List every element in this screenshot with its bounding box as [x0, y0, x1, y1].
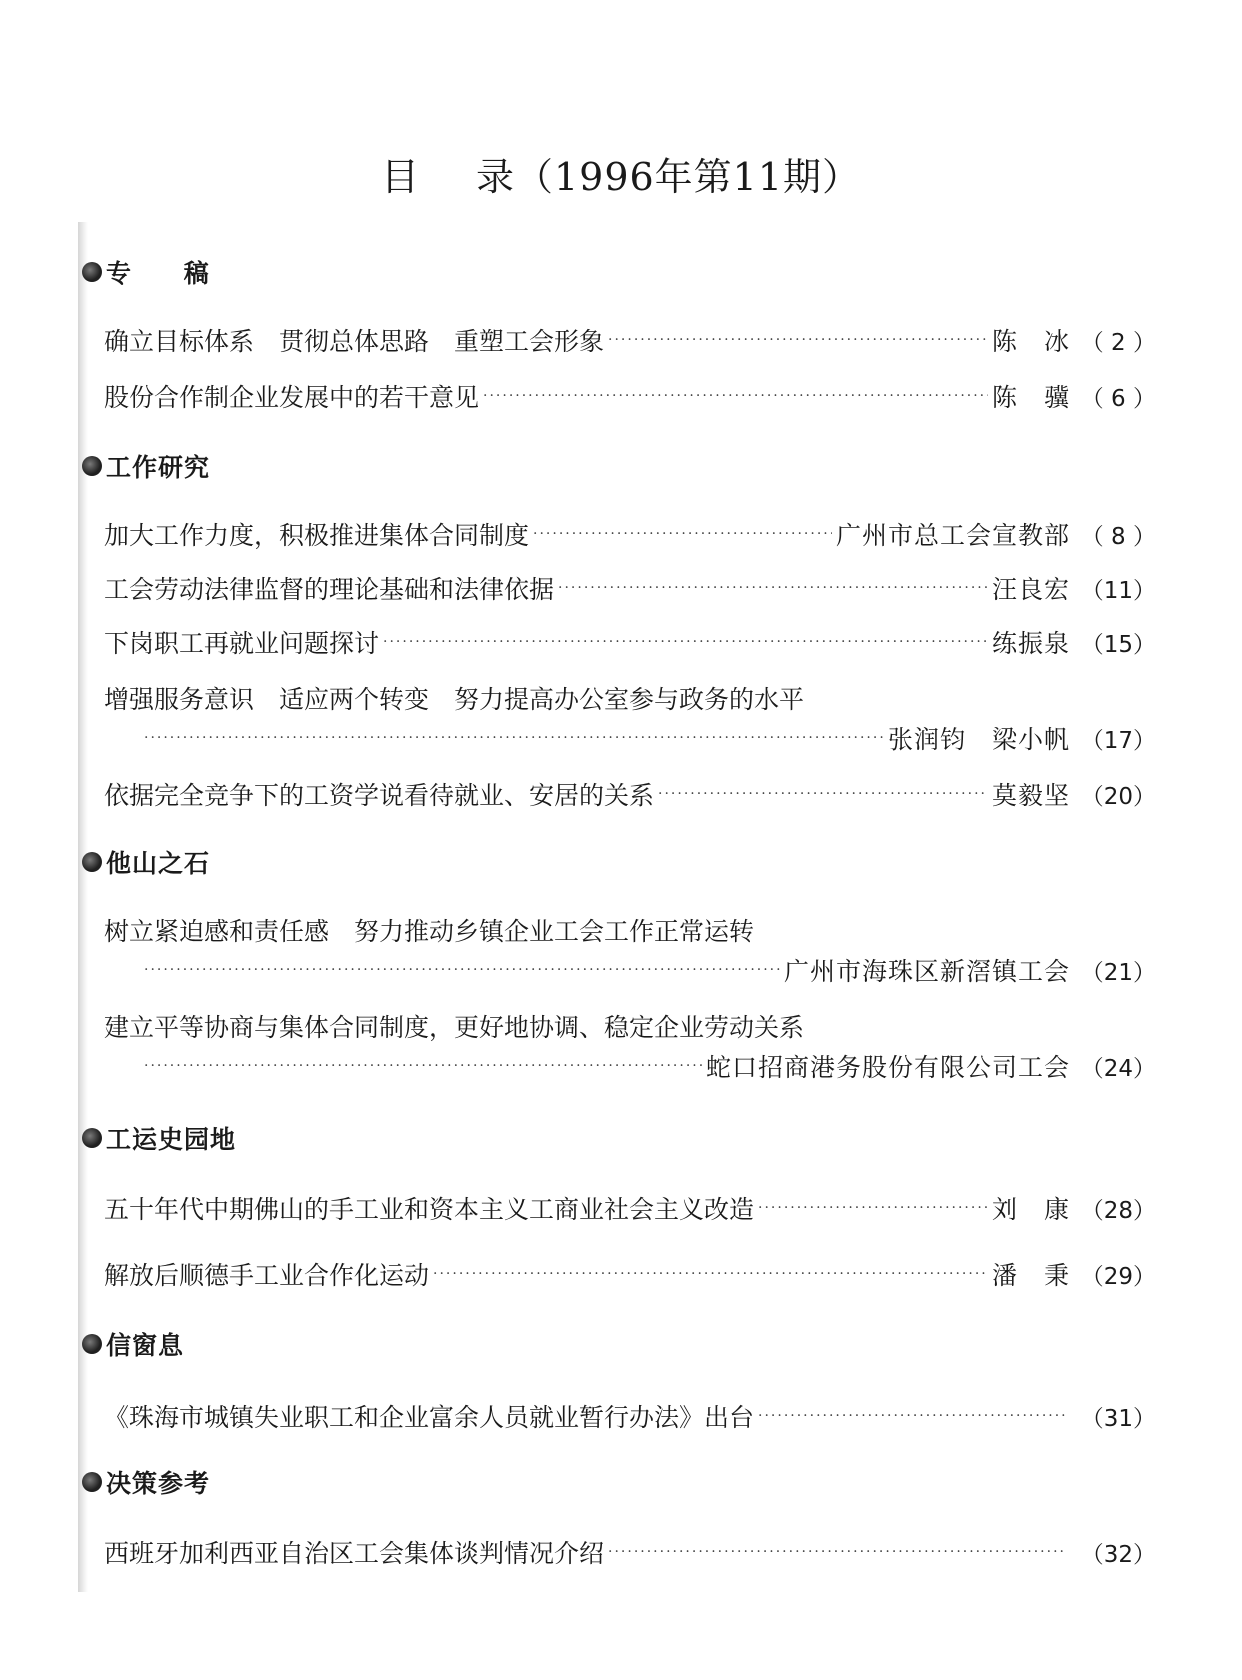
leader-dots — [533, 525, 832, 543]
title-main-right: 录（1996年第11期） — [475, 155, 862, 199]
section-bullet-icon — [82, 456, 102, 476]
toc-entry[interactable]: 依据完全竞争下的工资学说看待就业、安居的关系 ····· 莫毅坚 （20） — [104, 774, 1156, 814]
title-main-left: 目 — [380, 155, 420, 199]
scan-page-edge — [78, 222, 88, 1592]
section-heading-news-window: 信窗息 — [82, 1326, 184, 1362]
toc-entry-continuation[interactable]: ····· 广州市海珠区新滘镇工会 （21） — [140, 950, 1156, 990]
page-title — [0, 146, 1242, 201]
toc-entry-continuation[interactable]: ····· 蛇口招商港务股份有限公司工会 （24） — [140, 1046, 1156, 1086]
section-heading-special: 专 稿 — [82, 254, 231, 290]
leader-dots — [433, 1265, 988, 1283]
toc-entry[interactable]: 五十年代中期佛山的手工业和资本主义工商业社会主义改造 ····· 刘 康 （28） — [104, 1188, 1156, 1228]
section-bullet-icon — [82, 1334, 102, 1354]
section-heading-labor-history: 工运史园地 — [82, 1120, 236, 1156]
leader-dots — [483, 387, 988, 405]
section-heading-decision-reference: 决策参考 — [82, 1464, 210, 1500]
leader-dots — [558, 579, 988, 597]
leader-dots — [758, 1199, 988, 1217]
section-heading-other-mountains: 他山之石 — [82, 844, 210, 880]
leader-dots — [658, 785, 988, 803]
toc-entry[interactable]: 股份合作制企业发展中的若干意见 ····· 陈 骥 （ 6 ） — [104, 376, 1156, 416]
leader-dots — [144, 1057, 702, 1075]
leader-dots — [383, 633, 988, 651]
toc-entry[interactable]: 《珠海市城镇失业职工和企业富余人员就业暂行办法》出台 ····· （31） — [104, 1396, 1156, 1436]
section-heading-work-research: 工作研究 — [82, 448, 210, 484]
toc-entry-continuation[interactable]: ····· 张润钧 梁小帆 （17） — [140, 718, 1156, 758]
leader-dots — [144, 961, 780, 979]
toc-entry[interactable]: 下岗职工再就业问题探讨 ····· 练振泉 （15） — [104, 622, 1156, 662]
section-bullet-icon — [82, 1128, 102, 1148]
toc-entry-title-line[interactable]: 树立紧迫感和责任感 努力推动乡镇企业工会工作正常运转 — [104, 917, 755, 946]
leader-dots — [144, 729, 884, 747]
leader-dots — [608, 331, 988, 349]
toc-entry-title-line[interactable]: 建立平等协商与集体合同制度，更好地协调、稳定企业劳动关系 — [104, 1013, 805, 1042]
section-bullet-icon — [82, 262, 102, 282]
section-bullet-icon — [82, 1472, 102, 1492]
leader-dots — [608, 1543, 1066, 1561]
toc-entry[interactable]: 解放后顺德手工业合作化运动 ····· 潘 秉 （29） — [104, 1254, 1156, 1294]
section-bullet-icon — [82, 852, 102, 872]
leader-dots — [758, 1407, 1066, 1425]
toc-entry[interactable]: 工会劳动法律监督的理论基础和法律依据 ····· 汪良宏 （11） — [104, 568, 1156, 608]
toc-entry[interactable]: 确立目标体系 贯彻总体思路 重塑工会形象 ····· 陈 冰 （ 2 ） — [104, 320, 1156, 360]
toc-entry[interactable]: 西班牙加利西亚自治区工会集体谈判情况介绍 ····· （32） — [104, 1532, 1156, 1572]
toc-entry-title-line[interactable]: 增强服务意识 适应两个转变 努力提高办公室参与政务的水平 — [104, 685, 805, 714]
toc-entry[interactable]: 加大工作力度，积极推进集体合同制度 ····· 广州市总工会宣教部 （ 8 ） — [104, 514, 1156, 554]
